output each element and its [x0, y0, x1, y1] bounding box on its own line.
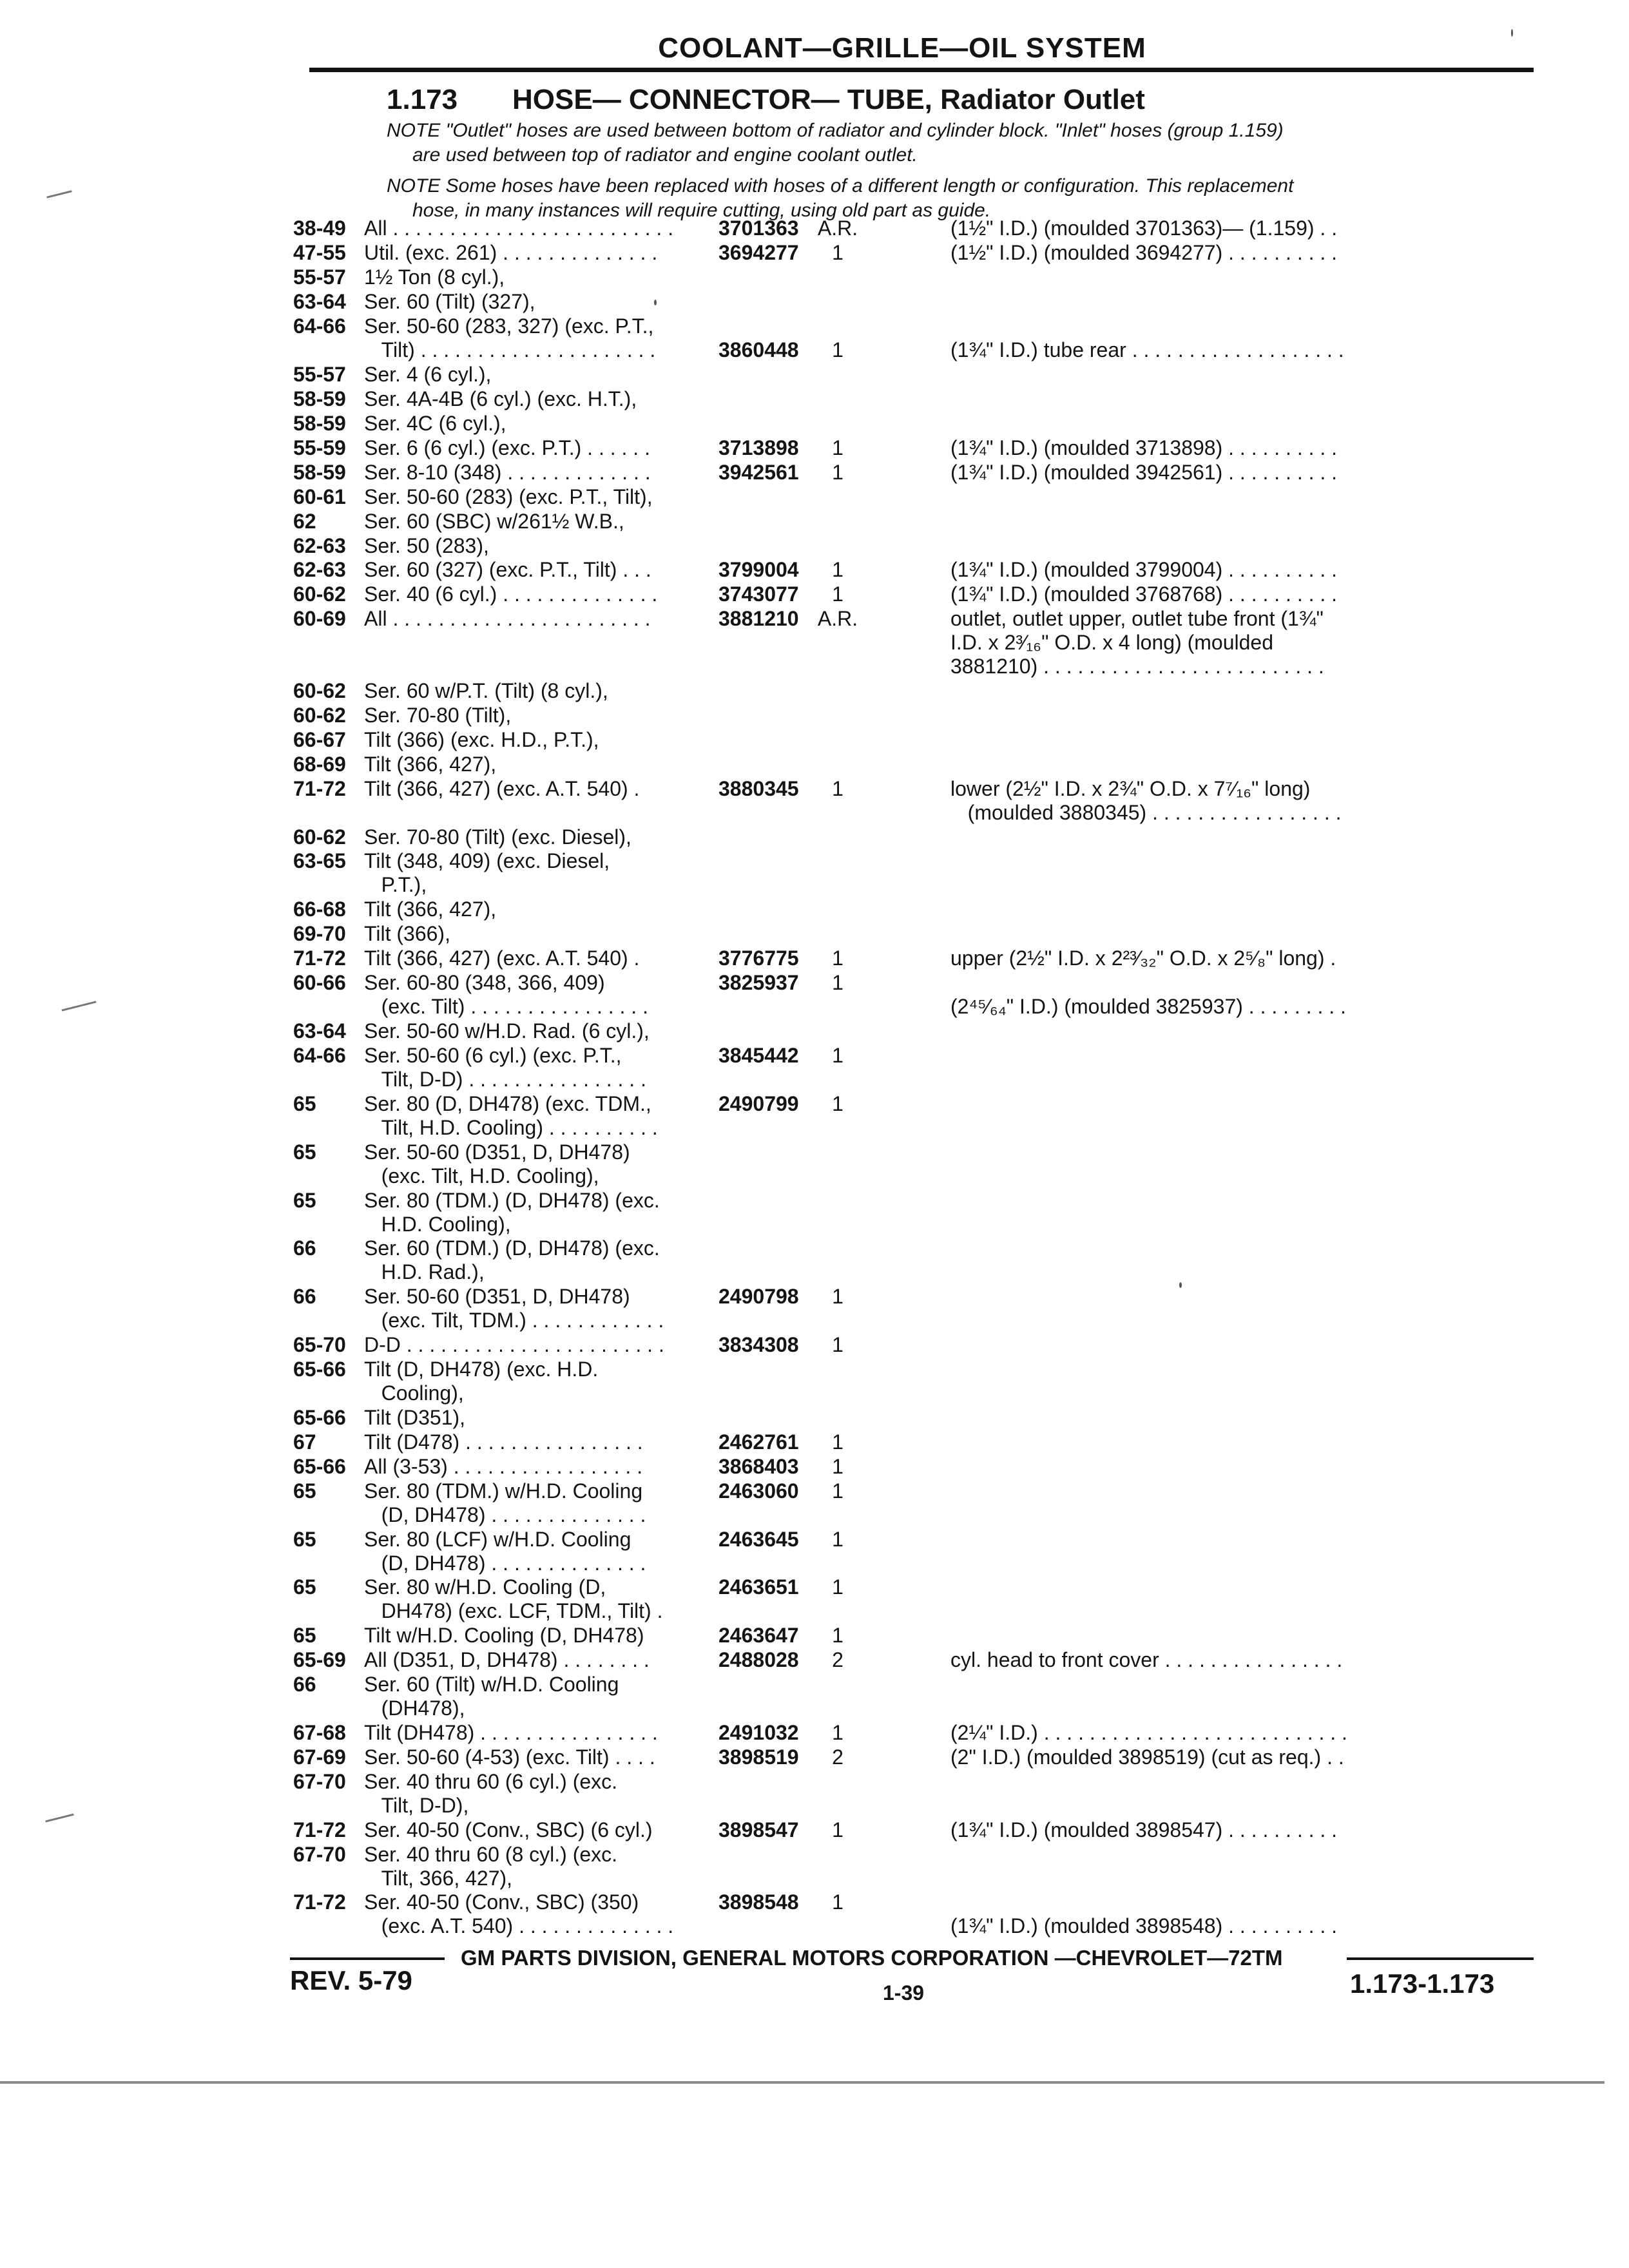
part-number: 3776775: [718, 947, 799, 970]
part-row: [0, 1721, 1629, 1745]
application: Ser. 80 w/H.D. Cooling (D, DH478) (exc. LCF, TDM., Tilt) .: [364, 1575, 663, 1623]
application: Ser. 8-10 (348) . . . . . . . . . . . . .: [364, 460, 651, 484]
part-row: [0, 1770, 1629, 1818]
year-range: 67-69: [293, 1745, 346, 1769]
application: Tilt (D478) . . . . . . . . . . . . . . . .: [364, 1430, 643, 1454]
quantity: 1: [832, 1091, 843, 1115]
part-row: [0, 290, 1629, 314]
year-range: 65-69: [293, 1648, 346, 1672]
quantity: 1: [832, 1285, 843, 1309]
part-number: 3942561: [718, 460, 799, 484]
part-row: [0, 898, 1629, 921]
application: Tilt (366, 427),: [364, 898, 497, 921]
application: Ser. 4 (6 cyl.),: [364, 363, 492, 387]
note-text-continued: hose, in many instances will require cutting, using old part as guide.: [412, 200, 991, 221]
part-row: [0, 1818, 1629, 1842]
application: Ser. 50-60 (D351, D, DH478) (exc. Tilt, H.D. Cooling),: [364, 1140, 630, 1187]
quantity: A.R.: [817, 216, 858, 240]
part-number: 2463645: [718, 1527, 799, 1551]
application: Tilt (366, 427) (exc. A.T. 540) .: [364, 947, 640, 970]
part-row: [0, 1624, 1629, 1648]
part-number: 3898548: [718, 1890, 799, 1914]
application: Util. (exc. 261) . . . . . . . . . . . . . .: [364, 240, 658, 264]
year-range: 60-62: [293, 679, 346, 703]
year-range: 66-67: [293, 727, 346, 751]
part-number: 3743077: [718, 582, 799, 606]
header-rule: [309, 68, 1534, 72]
part-row: [0, 1890, 1629, 1938]
year-range: 38-49: [293, 216, 346, 240]
section-number: 1.173: [387, 84, 458, 115]
part-row: [0, 314, 1629, 338]
part-row: [0, 679, 1629, 703]
quantity: 1: [832, 1720, 843, 1744]
quantity: 1: [832, 1333, 843, 1357]
part-row: [0, 1648, 1629, 1672]
year-range: 66: [293, 1285, 316, 1309]
application: Ser. 50-60 (283, 327) (exc. P.T.,: [364, 314, 654, 338]
application: Tilt (DH478) . . . . . . . . . . . . . . . .: [364, 1720, 658, 1744]
application: Ser. 50-60 (4-53) (exc. Tilt) . . . .: [364, 1745, 655, 1769]
year-range: 65: [293, 1188, 316, 1212]
application: Ser. 60 (SBC) w/261½ W.B.,: [364, 509, 624, 533]
year-range: 67: [293, 1430, 316, 1454]
application: Ser. 80 (LCF) w/H.D. Cooling (D, DH478) . . . . . . . . . . . . . .: [364, 1527, 646, 1575]
application: All (3-53) . . . . . . . . . . . . . . . . .: [364, 1454, 643, 1478]
year-range: 62-63: [293, 558, 346, 582]
footer-rule: [290, 1957, 445, 1960]
year-range: 60-62: [293, 582, 346, 606]
part-number: 3701363: [718, 216, 799, 240]
application: Ser. 50-60 w/H.D. Rad. (6 cyl.),: [364, 1019, 650, 1043]
part-row: [0, 558, 1629, 582]
part-row: [0, 1092, 1629, 1140]
year-range: 65: [293, 1575, 316, 1599]
application: Ser. 60 (Tilt) (327),: [364, 289, 535, 313]
year-range: 58-59: [293, 412, 346, 436]
quantity: 1: [832, 1479, 843, 1503]
part-row: [0, 1673, 1629, 1720]
part-row: [0, 1745, 1629, 1769]
year-range: 69-70: [293, 922, 346, 946]
remarks: (1¾" I.D.) (moulded 3898547) . . . . . . . . . .: [950, 1818, 1338, 1841]
part-number: 3799004: [718, 558, 799, 582]
quantity: 1: [832, 1890, 843, 1914]
part-number: 2463647: [718, 1624, 799, 1648]
quantity: 1: [832, 436, 843, 460]
application: Ser. 6 (6 cyl.) (exc. P.T.) . . . . . .: [364, 436, 650, 460]
quantity: 1: [832, 1575, 843, 1599]
part-number: 2491032: [718, 1720, 799, 1744]
quantity: A.R.: [817, 607, 858, 631]
part-number: 3898547: [718, 1818, 799, 1841]
year-range: 68-69: [293, 752, 346, 776]
part-number: 3825937: [718, 971, 799, 995]
year-range: 63-65: [293, 849, 346, 873]
year-range: 65: [293, 1624, 316, 1648]
year-range: 64-66: [293, 1043, 346, 1067]
quantity: 1: [832, 776, 843, 800]
application: Ser. 60 (TDM.) (D, DH478) (exc. H.D. Rad.),: [364, 1236, 660, 1284]
remarks: (1½" I.D.) (moulded 3701363)— (1.159) . .: [950, 216, 1338, 240]
application: Tilt w/H.D. Cooling (D, DH478): [364, 1624, 644, 1648]
part-row: [0, 1358, 1629, 1405]
quantity: 1: [832, 1043, 843, 1067]
year-range: 66: [293, 1673, 316, 1696]
publisher-line: GM PARTS DIVISION, GENERAL MOTORS CORPORATION —CHEVROLET—72TM: [461, 1946, 1283, 1970]
remarks: (2⁴⁵⁄₆₄" I.D.) (moulded 3825937) . . . . . . . . .: [950, 995, 1346, 1019]
part-number: 2490799: [718, 1091, 799, 1115]
part-row: [0, 1455, 1629, 1479]
paper-speck: [654, 300, 657, 305]
year-range: 65: [293, 1479, 316, 1503]
part-number: 3868403: [718, 1454, 799, 1478]
year-range: 62-63: [293, 533, 346, 557]
part-row: [0, 971, 1629, 1019]
part-row: [0, 825, 1629, 849]
remarks: (1¾" I.D.) (moulded 3768768) . . . . . . . . . .: [950, 582, 1338, 606]
quantity: 1: [832, 1818, 843, 1841]
part-row: [0, 922, 1629, 946]
footer-rule: [1347, 1957, 1534, 1960]
year-range: 71-72: [293, 1890, 346, 1914]
part-row: [0, 387, 1629, 411]
part-row: [0, 216, 1629, 240]
year-range: 65: [293, 1140, 316, 1164]
application: Ser. 80 (TDM.) w/H.D. Cooling (D, DH478) . . . . . . . . . . . . . .: [364, 1479, 646, 1526]
note-text-continued: are used between top of radiator and engine coolant outlet.: [412, 144, 918, 166]
application: Ser. 80 (D, DH478) (exc. TDM., Tilt, H.D. Cooling) . . . . . . . . . .: [364, 1091, 658, 1139]
part-row: [0, 265, 1629, 289]
quantity: 1: [832, 947, 843, 970]
quantity: 1: [832, 1454, 843, 1478]
part-number: 3834308: [718, 1333, 799, 1357]
year-range: 65-70: [293, 1333, 346, 1357]
year-range: 71-72: [293, 776, 346, 800]
application: 1½ Ton (8 cyl.),: [364, 265, 505, 289]
quantity: 1: [832, 1430, 843, 1454]
part-row: [0, 1044, 1629, 1091]
quantity: 1: [832, 338, 843, 362]
quantity: 2: [832, 1648, 843, 1672]
year-range: 65-66: [293, 1454, 346, 1478]
part-row: [0, 1843, 1629, 1890]
application: Ser. 60-80 (348, 366, 409) (exc. Tilt) . . . . . . . . . . . . . . . .: [364, 971, 648, 1019]
quantity: 1: [832, 240, 843, 264]
application: Tilt (D351),: [364, 1405, 466, 1429]
part-row: [0, 947, 1629, 970]
part-row: [0, 363, 1629, 387]
application: Ser. 50 (283),: [364, 533, 489, 557]
year-range: 60-66: [293, 971, 346, 995]
year-range: 66: [293, 1236, 316, 1260]
remarks: (1½" I.D.) (moulded 3694277) . . . . . . . . . .: [950, 240, 1338, 264]
remarks: (1¾" I.D.) tube rear . . . . . . . . . . . . . . . . . . .: [950, 338, 1344, 362]
paper-speck: [1179, 1282, 1182, 1288]
part-row: [0, 534, 1629, 558]
year-range: 63-64: [293, 289, 346, 313]
year-range: 66-68: [293, 898, 346, 921]
part-row: [0, 753, 1629, 776]
parts-list: [0, 216, 1629, 1939]
application: Ser. 40 thru 60 (6 cyl.) (exc. Tilt, D-D),: [364, 1769, 618, 1817]
application: Tilt) . . . . . . . . . . . . . . . . . . . . .: [364, 338, 656, 362]
remarks: (1¾" I.D.) (moulded 3942561) . . . . . . . . . .: [950, 460, 1338, 484]
part-number: 2463060: [718, 1479, 799, 1503]
application: Tilt (366, 427) (exc. A.T. 540) .: [364, 776, 640, 800]
year-range: 60-62: [293, 704, 346, 727]
application: Tilt (348, 409) (exc. Diesel, P.T.),: [364, 849, 610, 897]
application: All . . . . . . . . . . . . . . . . . . . . . . .: [364, 607, 651, 631]
part-row: [0, 777, 1629, 825]
remarks: (1¾" I.D.) (moulded 3713898) . . . . . . . . . .: [950, 436, 1338, 460]
remarks: (2¼" I.D.) . . . . . . . . . . . . . . . . . . . . . . . . . . .: [950, 1720, 1347, 1744]
application: Ser. 40-50 (Conv., SBC) (350) (exc. A.T. 540) . . . . . . . . . . . . . .: [364, 1890, 674, 1938]
application: All (D351, D, DH478) . . . . . . . .: [364, 1648, 650, 1672]
year-range: 55-59: [293, 436, 346, 460]
quantity: 1: [832, 558, 843, 582]
application: Ser. 60 w/P.T. (Tilt) (8 cyl.),: [364, 679, 608, 703]
quantity: 2: [832, 1745, 843, 1769]
application: D-D . . . . . . . . . . . . . . . . . . . . . . .: [364, 1333, 664, 1357]
year-range: 65-66: [293, 1405, 346, 1429]
year-range: 58-59: [293, 460, 346, 484]
part-row: [0, 1575, 1629, 1623]
part-number: 2463651: [718, 1575, 799, 1599]
year-range: 60-61: [293, 485, 346, 508]
note-text: NOTE "Outlet" hoses are used between bottom of radiator and cylinder block. "Inlet" hoses (group 1.159): [387, 120, 1284, 141]
remarks: lower (2½" I.D. x 2¾" O.D. x 7⁷⁄₁₆" long) (moulded 3880345) . . . . . . . . . . . . . . . . .: [950, 776, 1342, 824]
part-row: [0, 1189, 1629, 1236]
application: Ser. 40 thru 60 (8 cyl.) (exc. Tilt, 366, 427),: [364, 1842, 618, 1890]
part-number: 2462761: [718, 1430, 799, 1454]
year-range: 55-57: [293, 265, 346, 289]
part-row: [0, 849, 1629, 897]
page-header-title: COOLANT—GRILLE—OIL SYSTEM: [658, 32, 1146, 64]
year-range: 47-55: [293, 240, 346, 264]
year-range: 65: [293, 1091, 316, 1115]
part-row: [0, 1140, 1629, 1188]
year-range: 71-72: [293, 947, 346, 970]
part-row: [0, 436, 1629, 460]
application: Ser. 50-60 (6 cyl.) (exc. P.T., Tilt, D-D) . . . . . . . . . . . . . . . .: [364, 1043, 646, 1091]
part-number: 2490798: [718, 1285, 799, 1309]
revision-label: REV. 5-79: [290, 1965, 412, 1995]
year-range: 71-72: [293, 1818, 346, 1841]
note-text: NOTE Some hoses have been replaced with hoses of a different length or configuration. This replacement: [387, 175, 1294, 197]
part-number: 3694277: [718, 240, 799, 264]
year-range: 64-66: [293, 314, 346, 338]
application: Ser. 80 (TDM.) (D, DH478) (exc. H.D. Cooling),: [364, 1188, 660, 1236]
application: Ser. 4A-4B (6 cyl.) (exc. H.T.),: [364, 387, 637, 411]
year-range: 55-57: [293, 363, 346, 387]
quantity: 1: [832, 1624, 843, 1648]
part-row: [0, 1479, 1629, 1527]
scan-edge-line: [0, 2081, 1605, 2084]
year-range: 60-62: [293, 825, 346, 849]
part-row: [0, 412, 1629, 436]
application: Ser. 70-80 (Tilt),: [364, 704, 512, 727]
part-row: [0, 1430, 1629, 1454]
remarks: (1¾" I.D.) (moulded 3799004) . . . . . . . . . .: [950, 558, 1338, 582]
quantity: 1: [832, 1527, 843, 1551]
quantity: 1: [832, 971, 843, 995]
page-number: 1-39: [883, 1981, 925, 2004]
year-range: 60-69: [293, 607, 346, 631]
year-range: 67-68: [293, 1720, 346, 1744]
part-row: [0, 1236, 1629, 1284]
note-replacement-hoses: [387, 174, 1521, 223]
year-range: 58-59: [293, 387, 346, 411]
application: All . . . . . . . . . . . . . . . . . . . . . . . . .: [364, 216, 674, 240]
part-number: 2488028: [718, 1648, 799, 1672]
application: Ser. 70-80 (Tilt) (exc. Diesel),: [364, 825, 631, 849]
part-number: 3898519: [718, 1745, 799, 1769]
note-outlet-hoses: [387, 119, 1521, 168]
application: Ser. 60 (327) (exc. P.T., Tilt) . . .: [364, 558, 651, 582]
year-range: 63-64: [293, 1019, 346, 1043]
part-row: [0, 582, 1629, 606]
part-row: [0, 338, 1629, 362]
part-row: [0, 241, 1629, 265]
part-row: [0, 1406, 1629, 1430]
part-row: [0, 461, 1629, 485]
application: Tilt (366),: [364, 922, 450, 946]
part-number: 3845442: [718, 1043, 799, 1067]
remarks: outlet, outlet upper, outlet tube front (1¾" I.D. x 2³⁄₁₆" O.D. x 4 long) (moulded 3881210) . . . . . . . . . . . . . . . . . . . . . . . . .: [950, 607, 1324, 678]
application: Ser. 40-50 (Conv., SBC) (6 cyl.): [364, 1818, 653, 1841]
application: Ser. 4C (6 cyl.),: [364, 412, 506, 436]
application: Tilt (D, DH478) (exc. H.D. Cooling),: [364, 1358, 599, 1405]
part-number: 3713898: [718, 436, 799, 460]
application: Ser. 40 (6 cyl.) . . . . . . . . . . . . . .: [364, 582, 658, 606]
part-row: [0, 1528, 1629, 1575]
part-number: 3881210: [718, 607, 799, 631]
part-row: [0, 1285, 1629, 1332]
application: Tilt (366, 427),: [364, 752, 497, 776]
part-row: [0, 704, 1629, 727]
group-reference: 1.173-1.173: [1350, 1968, 1495, 1999]
part-row: [0, 1333, 1629, 1357]
quantity: 1: [832, 582, 843, 606]
year-range: 65-66: [293, 1358, 346, 1381]
remarks: (2" I.D.) (moulded 3898519) (cut as req.) . .: [950, 1745, 1344, 1769]
paper-speck: [1511, 29, 1513, 37]
quantity: 1: [832, 460, 843, 484]
section-title: HOSE— CONNECTOR— TUBE, Radiator Outlet: [512, 84, 1145, 115]
part-row: [0, 728, 1629, 752]
year-range: 67-70: [293, 1842, 346, 1866]
part-row: [0, 1019, 1629, 1043]
binding-hole-mark: [46, 190, 72, 198]
part-number: 3880345: [718, 776, 799, 800]
remarks: upper (2½" I.D. x 2²³⁄₃₂" O.D. x 2⁵⁄₈" long) .: [950, 947, 1336, 970]
year-range: 67-70: [293, 1769, 346, 1793]
year-range: 62: [293, 509, 316, 533]
year-range: 65: [293, 1527, 316, 1551]
application: Ser. 60 (Tilt) w/H.D. Cooling (DH478),: [364, 1673, 619, 1720]
application: Ser. 50-60 (D351, D, DH478) (exc. Tilt, TDM.) . . . . . . . . . . . .: [364, 1285, 664, 1332]
part-row: [0, 510, 1629, 533]
part-row: [0, 607, 1629, 678]
part-row: [0, 485, 1629, 509]
remarks: (1¾" I.D.) (moulded 3898548) . . . . . . . . . .: [950, 1914, 1338, 1938]
remarks: cyl. head to front cover . . . . . . . . . . . . . . . .: [950, 1648, 1343, 1672]
part-number: 3860448: [718, 338, 799, 362]
application: Tilt (366) (exc. H.D., P.T.),: [364, 727, 599, 751]
application: Ser. 50-60 (283) (exc. P.T., Tilt),: [364, 485, 653, 508]
